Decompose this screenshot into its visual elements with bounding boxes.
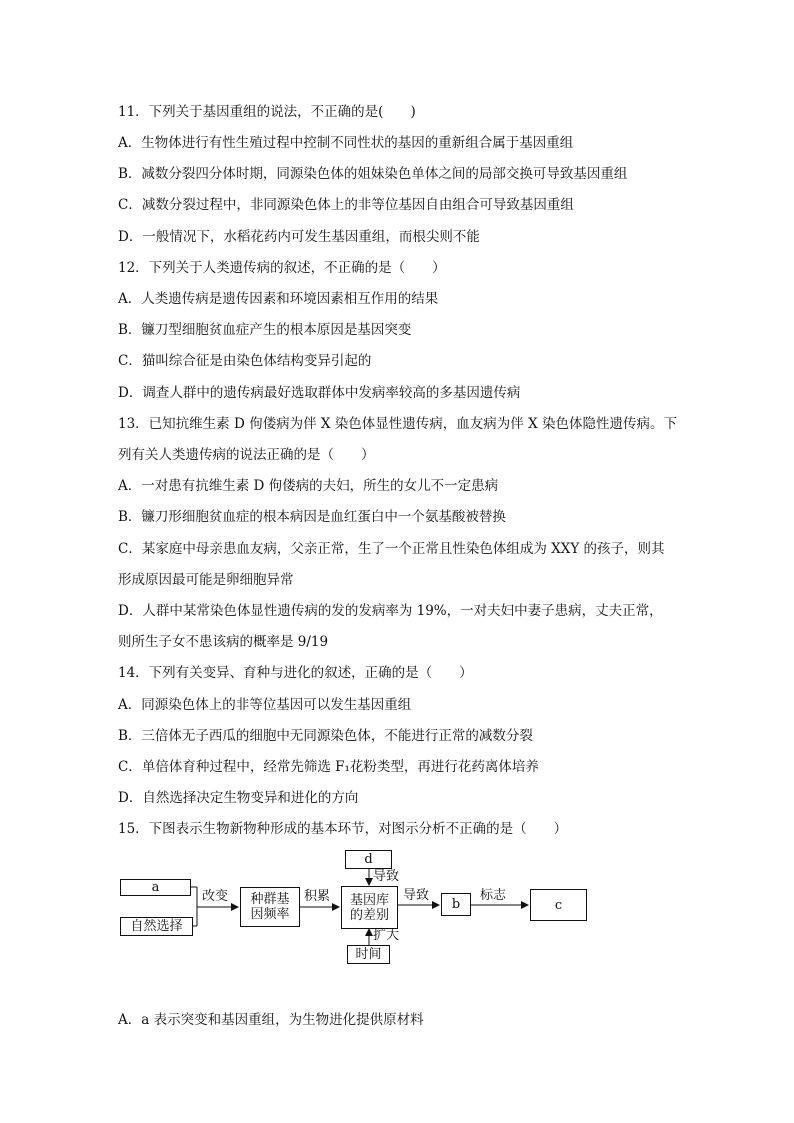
q13-option-c-cont: 形成原因最可能是卵细胞异常 — [118, 572, 294, 588]
label-lead-to-right: 导致 — [403, 888, 430, 903]
q13-option-d-cont: 则所生子女不患该病的概率是 9/19 — [118, 634, 329, 650]
q12-option-d: D．调查人群中的遗传病最好选取群体中发病率较高的多基因遗传病 — [118, 385, 521, 401]
box-b: b — [441, 893, 471, 916]
q14-option-c: C．单倍体育种过程中，经常先筛选 F₁花粉类型，再进行花药离体培养 — [118, 759, 539, 775]
box-d: d — [345, 850, 392, 869]
q11-option-d: D．一般情况下，水稻花药内可发生基因重组，而根尖则不能 — [118, 229, 480, 245]
q12-option-c: C．猫叫综合征是由染色体结构变异引起的 — [118, 353, 372, 369]
q13-stem: 13．已知抗维生素 D 佝偻病为伴 X 染色体显性遗传病，血友病为伴 X 染色体隐性遗传病。下 — [118, 416, 677, 432]
q13-option-c: C．某家庭中母亲患血友病，父亲正常，生了一个正常且性染色体组成为 XXY 的孩子，则其 — [118, 541, 665, 557]
box-gene-pool: 基因库的差别 — [341, 886, 398, 929]
q14-option-a: A．同源染色体上的非等位基因可以发生基因重组 — [118, 697, 412, 713]
q15-option-a: A．a 表示突变和基因重组，为生物进化提供原材料 — [118, 1012, 424, 1028]
q12-option-a: A．人类遗传病是遗传因素和环境因素相互作用的结果 — [118, 291, 439, 307]
q11-option-a: A．生物体进行有性生殖过程中控制不同性状的基因的重新组合属于基因重组 — [118, 135, 574, 151]
label-mark: 标志 — [480, 888, 507, 903]
q12-option-b: B．镰刀型细胞贫血症产生的根本原因是基因突变 — [118, 322, 412, 338]
q13-stem-cont: 列有关人类遗传病的说法正确的是（ ） — [118, 447, 375, 463]
q11-option-b: B．减数分裂四分体时期，同源染色体的姐妹染色单体之间的局部交换可导致基因重组 — [118, 166, 628, 182]
box-c: c — [530, 889, 587, 921]
q15-stem: 15．下图表示生物新物种形成的基本环节，对图示分析不正确的是（ ） — [118, 821, 568, 837]
box-natural-selection: 自然选择 — [120, 917, 193, 936]
q13-option-d: D．人群中某常染色体显性遗传病的发的发病率为 19%，一对夫妇中妻子患病，丈夫正常， — [118, 603, 663, 619]
label-accumulate: 积累 — [304, 889, 331, 904]
label-lead-to-top: 导致 — [373, 869, 400, 884]
box-gene-frequency: 种群基因频率 — [240, 887, 300, 927]
label-change: 改变 — [202, 889, 229, 904]
q13-option-a: A．一对患有抗维生素 D 佝偻病的夫妇，所生的女儿不一定患病 — [118, 478, 499, 494]
q11-option-c: C．减数分裂过程中，非同源染色体上的非等位基因自由组合可导致基因重组 — [118, 197, 574, 213]
q14-stem: 14．下列有关变异、育种与进化的叙述，正确的是（ ） — [118, 665, 473, 681]
q14-option-b: B．三倍体无子西瓜的细胞中无同源染色体，不能进行正常的减数分裂 — [118, 728, 533, 744]
box-a: a — [120, 879, 191, 896]
q11-stem: 11．下列关于基因重组的说法，不正确的是( ) — [118, 104, 416, 120]
q13-option-b: B．镰刀形细胞贫血症的根本病因是血红蛋白中一个氨基酸被替换 — [118, 509, 506, 525]
label-expand: 扩大 — [373, 928, 400, 943]
box-time: 时间 — [347, 945, 390, 964]
q12-stem: 12．下列关于人类遗传病的叙述，不正确的是（ ） — [118, 260, 446, 276]
q14-option-d: D．自然选择决定生物变异和进化的方向 — [118, 790, 359, 806]
